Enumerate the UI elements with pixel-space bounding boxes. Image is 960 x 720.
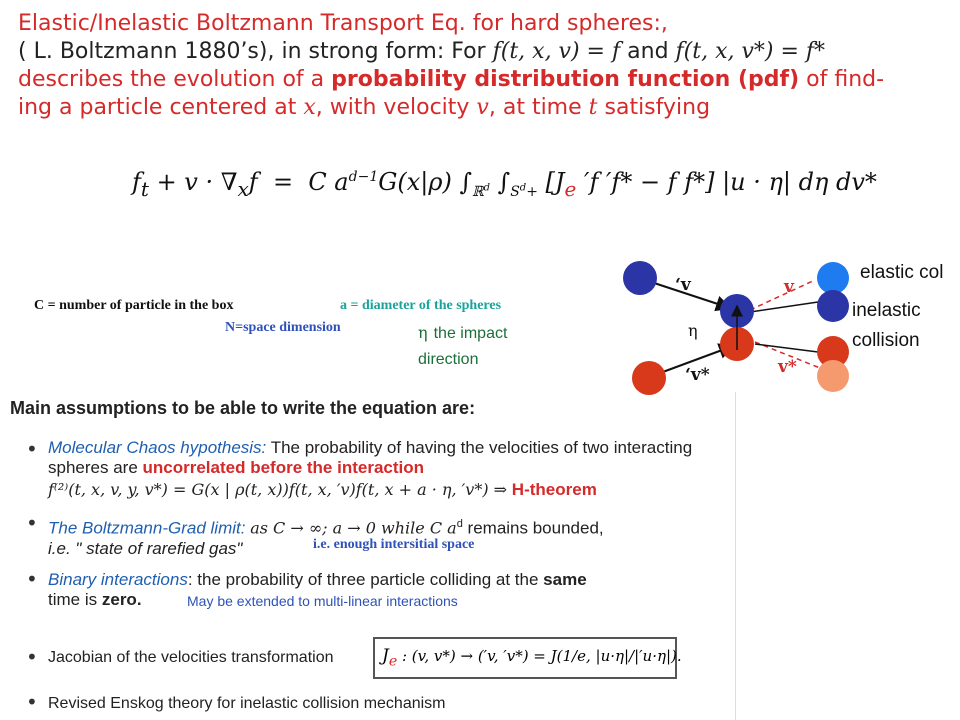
pdf-term: probability distribution function (pdf) bbox=[331, 67, 800, 92]
sphere-elastic-2 bbox=[817, 360, 849, 392]
assumptions-title: Main assumptions to be able to write the equation are: bbox=[10, 398, 476, 418]
header-text: describes the evolution of a bbox=[18, 67, 325, 92]
label-elastic: elastic col bbox=[860, 262, 944, 283]
legend-a: a = diameter of the spheres bbox=[340, 298, 502, 313]
v-out-dash bbox=[750, 280, 815, 310]
assumption-jacobian: Jacobian of the velocities transformation bbox=[48, 649, 334, 666]
header-line-2 bbox=[18, 38, 958, 66]
eq-part: f bbox=[248, 168, 258, 196]
math-x: x bbox=[303, 95, 316, 120]
eq-part: ℝ bbox=[472, 183, 484, 200]
assumption-text: The probability of having the velocities of two interacting spheres are bbox=[48, 438, 693, 477]
sphere-incoming-2 bbox=[632, 361, 666, 395]
legend-c: C = number of particle in the box bbox=[34, 298, 234, 313]
assumption-text: : the probability of three particle colliding at the bbox=[187, 570, 539, 589]
assumption-enskog: Revised Enskog theory for inelastic collision mechanism bbox=[48, 695, 446, 712]
h-theorem: H-theorem bbox=[511, 480, 597, 499]
formula-part: e bbox=[388, 653, 398, 670]
assumption-lead: Molecular Chaos hypothesis: bbox=[48, 438, 267, 457]
eq-part: + v · ∇ bbox=[148, 168, 238, 196]
assumption-text: remains bounded, bbox=[462, 518, 604, 538]
eq-part: x bbox=[237, 176, 249, 201]
bullet-dot: • bbox=[26, 690, 38, 714]
header-text: and bbox=[627, 39, 669, 64]
math-fstar: f(t, x, v*) = f* bbox=[675, 39, 826, 64]
eq-part: S bbox=[510, 183, 520, 200]
sphere-incoming-1 bbox=[623, 261, 657, 295]
eq-part bbox=[472, 184, 490, 200]
note-multilinear: May be extended to multi-linear interactions bbox=[187, 593, 458, 609]
header-text: , with velocity bbox=[315, 95, 470, 120]
eq-part: e bbox=[564, 176, 577, 201]
assumption-bold: same bbox=[543, 570, 587, 589]
bullet-dot: • bbox=[26, 437, 38, 461]
v-out-line bbox=[750, 302, 818, 312]
label-eta: η bbox=[688, 321, 698, 340]
boltzmann-equation bbox=[132, 168, 877, 201]
title-text: Elastic/Inelastic Boltzmann Transport Eq. for hard spheres:, bbox=[18, 11, 668, 36]
eq-part: + bbox=[526, 183, 538, 200]
header-text: ( L. Boltzmann 1880’s), in strong form: For bbox=[18, 39, 486, 64]
sphere-elastic-1 bbox=[817, 262, 849, 294]
assumption-text: d bbox=[456, 518, 463, 530]
math-f: f(t, x, v) = f bbox=[492, 39, 621, 64]
label-vstar: v* bbox=[778, 357, 797, 377]
assumption-lead: The Boltzmann-Grad limit: bbox=[48, 518, 246, 538]
header-line-3 bbox=[18, 66, 958, 94]
assumption-text: as C → ∞; a → 0 while C a bbox=[250, 518, 457, 538]
assumption-text: time is bbox=[48, 590, 98, 609]
label-inelastic: inelastic collision bbox=[852, 300, 921, 351]
eq-part: d−1 bbox=[348, 169, 379, 185]
header-text: satisfying bbox=[604, 95, 711, 120]
sphere-inelastic-1 bbox=[817, 290, 849, 322]
math-v: v bbox=[476, 95, 489, 120]
eq-part: d bbox=[483, 182, 491, 194]
molecular-chaos-formula: f⁽²⁾(t, x, v, y, v*) = G(x | ρ(t, x))f(t, x, ′v)f(t, x + a · η, ′v*) ⇒ bbox=[48, 480, 508, 499]
eq-part: C a bbox=[308, 168, 349, 196]
header-line-4 bbox=[18, 94, 958, 122]
vstar-out-line bbox=[755, 344, 818, 352]
assumption-lead: Binary interactions bbox=[48, 570, 188, 589]
formula-part: : (v, v*) → (′v, ′v*) = J(1/e, |u·η|/|′u·η|). bbox=[397, 647, 682, 665]
slide-header bbox=[18, 10, 958, 122]
formula-part: J bbox=[382, 646, 389, 666]
header-text: ing a particle centered at bbox=[18, 95, 297, 120]
header-text: of find- bbox=[806, 67, 885, 92]
eq-part: d bbox=[519, 182, 527, 194]
eq-part: [J bbox=[537, 168, 565, 196]
rarefied-gas: i.e. " state of rarefied gas" bbox=[48, 538, 243, 558]
eq-part: ′f ′f* − f f*] |u · η| dη dv* bbox=[576, 168, 877, 196]
eq-part: ∫ bbox=[490, 168, 511, 196]
assumption-molecular-chaos bbox=[48, 438, 733, 500]
note-interstitial: i.e. enough intersitial space bbox=[313, 537, 475, 552]
label-vstar-prime: ‘v* bbox=[685, 365, 710, 385]
bullet-dot: • bbox=[26, 567, 38, 591]
bullet-dot: • bbox=[26, 645, 38, 669]
assumption-bold: zero. bbox=[101, 590, 142, 609]
assumption-highlight: uncorrelated before the interaction bbox=[142, 458, 425, 477]
eta-symbol: η bbox=[418, 323, 428, 342]
eq-part: G(x|ρ) ∫ bbox=[378, 168, 472, 196]
legend-eta bbox=[418, 320, 558, 373]
bullet-dot: • bbox=[26, 511, 38, 535]
eq-part bbox=[510, 184, 538, 200]
eq-part: t bbox=[140, 176, 149, 201]
jacobian-formula bbox=[382, 646, 682, 669]
header-text: , at time bbox=[488, 95, 582, 120]
eq-part: = bbox=[257, 168, 309, 196]
label-v-prime: ‘v bbox=[675, 275, 691, 295]
legend-n: N=space dimension bbox=[225, 320, 341, 335]
math-t: t bbox=[588, 95, 598, 120]
slide-title bbox=[18, 10, 958, 38]
eta-text: the impact direction bbox=[418, 325, 508, 368]
eq-part: f bbox=[132, 168, 141, 196]
label-v: v bbox=[784, 277, 794, 297]
